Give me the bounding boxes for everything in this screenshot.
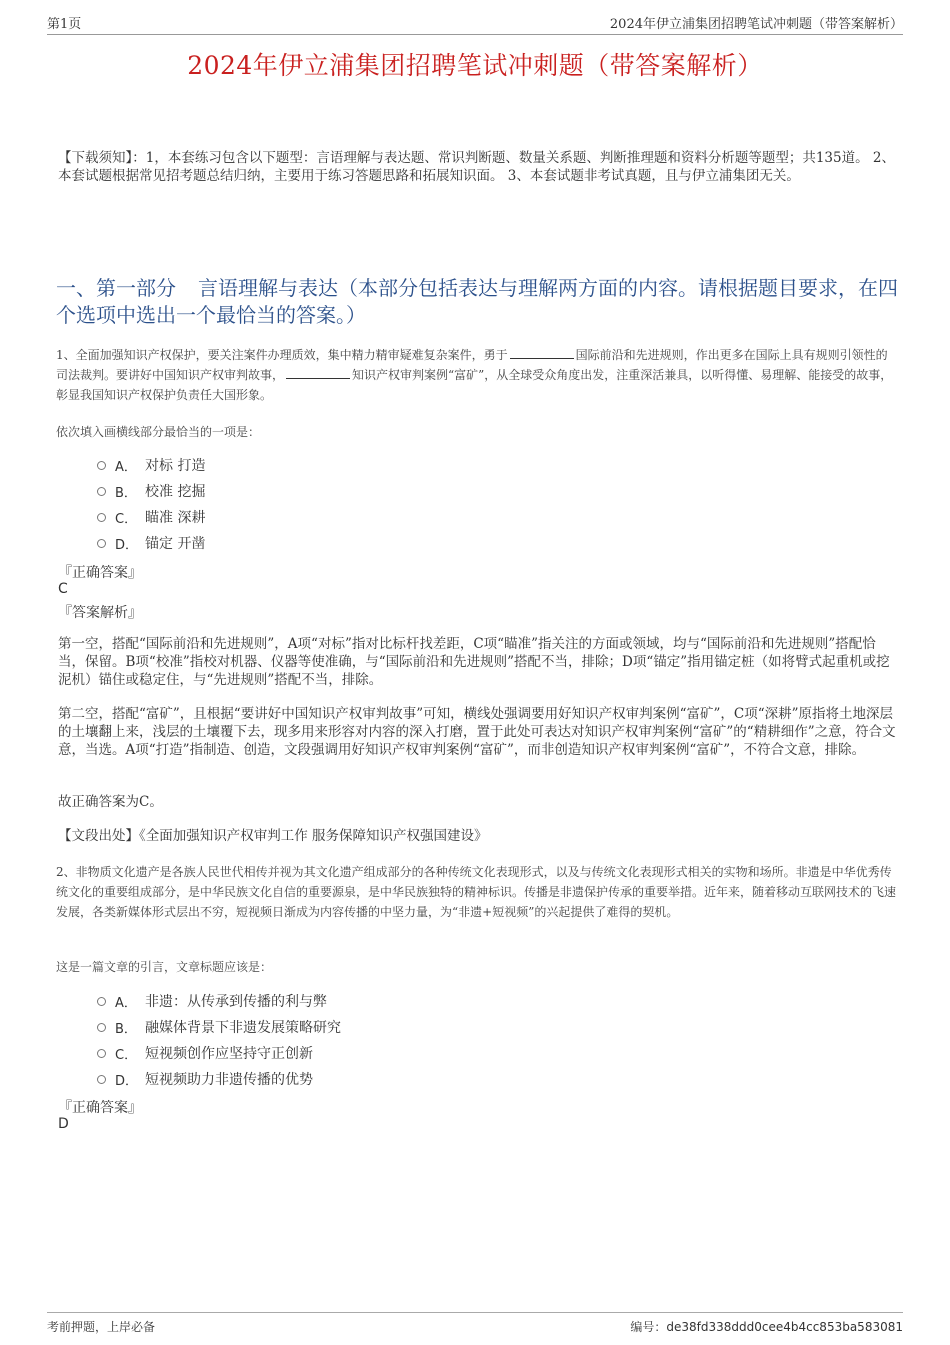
download-notice: 【下载须知】：1，本套练习包含以下题型：言语理解与表达题、常识判断题、数量关系题、判断推理题和资料分析题等题型；共135道。 2、本套试题根据常见招考题总结归纳，主要用于练习答题思路和拓展知识面。 3、本套试题非考试真题，且与伊立浦集团无关。 — [58, 150, 895, 184]
correct-answer: D — [58, 1116, 69, 1132]
running-title: 2024年伊立浦集团招聘笔试冲刺题（带答案解析） — [609, 17, 903, 32]
radio-icon[interactable] — [97, 1023, 106, 1032]
option-c[interactable]: C． 短视频创作应坚持守正创新 — [97, 1040, 341, 1066]
correct-answer-label: 『正确答案』 — [58, 1100, 142, 1116]
option-a[interactable]: A． 非遗：从传承到传播的利与弊 — [97, 988, 341, 1014]
question-2-stem: 2、非物质文化遗产是各族人民世代相传并视为其文化遗产组成部分的各种传统文化表现形式，以及与传统文化表现形式相关的实物和场所。非遗是中华优秀传统文化的重要组成部分，是中华民族文化自信的重要源泉，是中华民族独特的精神标识。传播是非遗保护传承的重要举措。近年来，随着移动互联网技术的飞速发展，各类新媒体形式层出不穷，短视频日渐成为内容传播的中坚力量，为“非遗+短视频”的兴起提供了难得的契机。 — [56, 865, 897, 919]
page-header — [47, 12, 903, 35]
analysis-conclusion: 故正确答案为C。 — [58, 794, 163, 810]
radio-icon[interactable] — [97, 487, 106, 496]
page-footer — [47, 1312, 903, 1335]
section-text: 言语理解与表达（本部分包括表达与理解两方面的内容。请根据题目要求，在四个选项中选出一个最恰当的答案。） — [56, 276, 898, 327]
question-1-options — [97, 452, 205, 556]
analysis-paragraph-1: 第一空，搭配“国际前沿和先进规则”，A项“对标”指对比标杆找差距，C项“瞄准”指关注的方面或领域，均与“国际前沿和先进规则”搭配恰当，保留。B项“校准”指校对机器、仪器等使准确，与“国际前沿和先进规则”搭配不当，排除；D项“锚定”指用锚定桩（如将臂式起重机或挖泥机）锚住或稳定住，与“先进规则”搭配不当，排除。 — [58, 636, 890, 688]
option-b[interactable]: B． 融媒体背景下非遗发展策略研究 — [97, 1014, 341, 1040]
radio-icon[interactable] — [97, 461, 106, 470]
question-2-prompt: 这是一篇文章的引言，文章标题应该是： — [56, 960, 273, 974]
question-1-prompt: 依次填入画横线部分最恰当的一项是： — [56, 425, 261, 439]
radio-icon[interactable] — [97, 1049, 106, 1058]
question-1-stem: 1、全面加强知识产权保护，要关注案件办理质效，集中精力精审疑难复杂案件，勇于 国际前沿和先进规则，作出更多在国际上具有规则引领性的司法裁判。要讲好中国知识产权审判故事， 知识产权审判案例“富矿”，从全球受众角度出发，注重深活兼具，以听得懂、易理解、能接受的故事，彰显我国知识产权保护负责任大国形象。 — [56, 348, 893, 402]
analysis-paragraph-2: 第二空，搭配“富矿”，且根据“要讲好中国知识产权审判故事”可知，横线处强调要用好知识产权审判案例“富矿”，C项“深耕”原指将土地深层的土壤翻上来，浅层的土壤覆下去，现多用来形容对内容的深入打磨，置于此处可表达对知识产权审判案例“富矿”的“精耕细作”之意，符合文意，当选。A项“打造”指制造、创造，文段强调用好知识产权审判案例“富矿”，而非创造知识产权审判案例“富矿”，不符合文意，排除。 — [58, 706, 896, 758]
option-a[interactable]: A． 对标 打造 — [97, 452, 205, 478]
question-2-options — [97, 988, 341, 1092]
section-heading — [56, 275, 906, 329]
document-id: 编号：de38fd338ddd0cee4b4cc853ba583081 — [630, 1320, 903, 1334]
option-b[interactable]: B． 校准 挖掘 — [97, 478, 205, 504]
radio-icon[interactable] — [97, 997, 106, 1006]
section-number: 一、第一部分 — [56, 276, 176, 300]
radio-icon[interactable] — [97, 539, 106, 548]
option-c[interactable]: C． 瞄准 深耕 — [97, 504, 205, 530]
correct-answer: C — [58, 581, 68, 597]
page-number: 第1页 — [47, 17, 82, 32]
radio-icon[interactable] — [97, 513, 106, 522]
fill-blank-2 — [286, 366, 350, 379]
text-source: 【文段出处】《全面加强知识产权审判工作 服务保障知识产权强国建设》 — [58, 828, 488, 844]
footer-slogan: 考前押题，上岸必备 — [47, 1320, 156, 1334]
option-d[interactable]: D． 短视频助力非遗传播的优势 — [97, 1066, 341, 1092]
correct-answer-label: 『正确答案』 — [58, 565, 142, 581]
document-title: 2024年伊立浦集团招聘笔试冲刺题（带答案解析） — [187, 51, 763, 80]
option-d[interactable]: D． 锚定 开凿 — [97, 530, 205, 556]
fill-blank-1 — [510, 346, 574, 359]
analysis-label: 『答案解析』 — [58, 605, 142, 621]
radio-icon[interactable] — [97, 1075, 106, 1084]
